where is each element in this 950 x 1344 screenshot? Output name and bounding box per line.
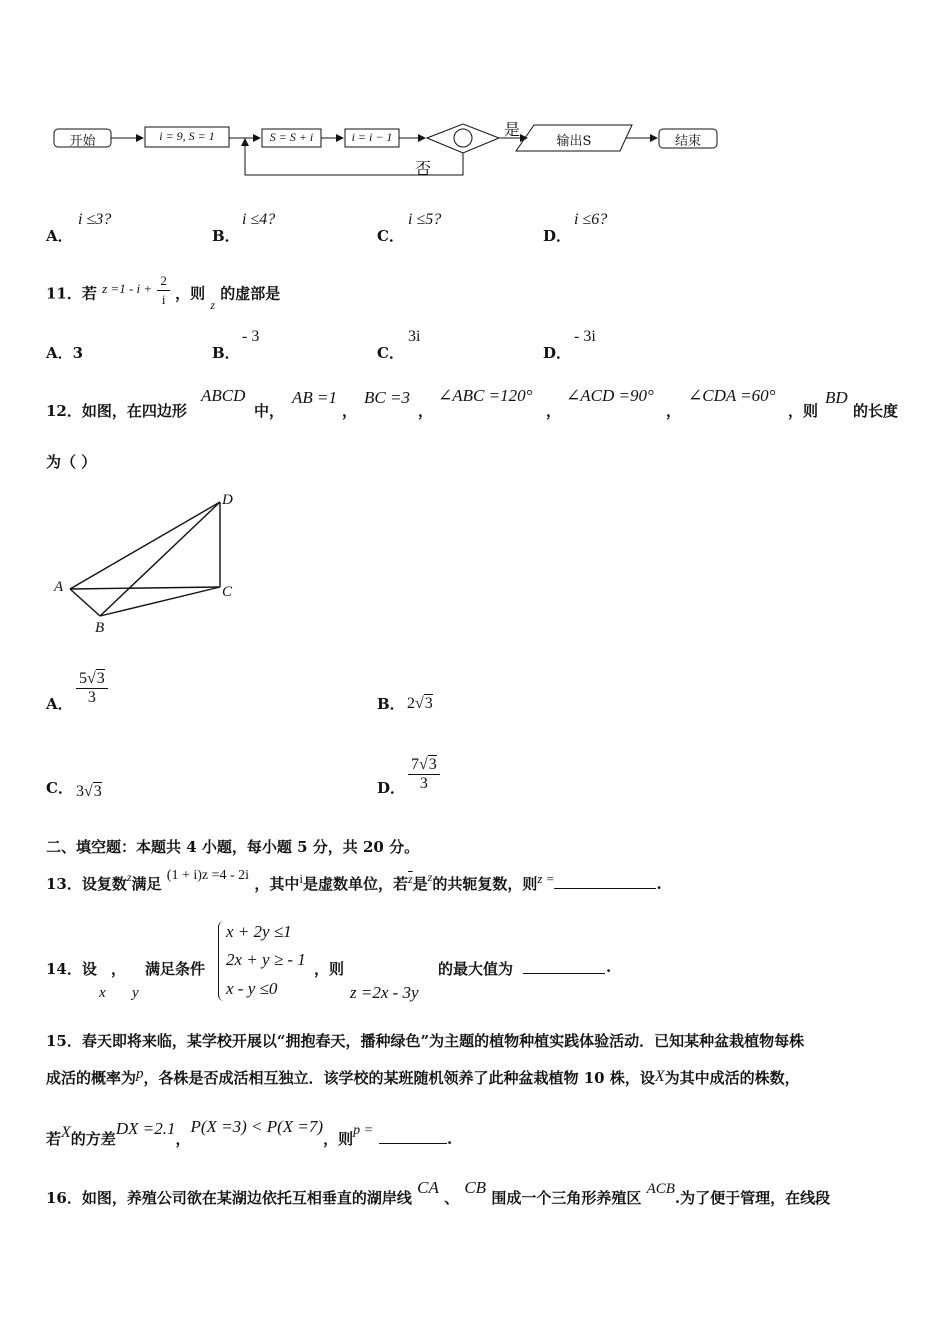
q12-number: 12．如图，在四边形 <box>46 402 187 420</box>
flow-init-text: i = 9, S = 1 <box>159 129 215 143</box>
q13-eq: (1 + i)z =4 - 2i <box>166 868 250 883</box>
flowchart <box>0 0 950 200</box>
q13-z: z <box>126 870 132 884</box>
q15-line3a: 若 <box>46 1130 62 1148</box>
q13-i: i <box>299 871 303 886</box>
q16-dun: 、 <box>444 1189 460 1207</box>
q16-cb: CB <box>464 1178 487 1197</box>
q11-frac-den: i <box>161 292 166 307</box>
q12-bd: BD <box>825 388 848 407</box>
fig-edge-ab <box>70 589 100 616</box>
q14-answer-blank[interactable] <box>523 959 605 974</box>
fig-label-d: D <box>222 492 233 508</box>
q11-option-c-value: 3i <box>408 328 421 345</box>
q12-d-rad: 3 <box>428 756 437 773</box>
flow-start-text: 开始 <box>69 134 96 149</box>
q11-fraction <box>157 272 170 309</box>
q11-option-d-value: - 3i <box>574 328 596 345</box>
q11-option-b-label: B． <box>212 344 240 362</box>
q14-x: x <box>99 985 106 1001</box>
q12-sep-1: ， <box>342 402 358 420</box>
q12-d-coef: 7 <box>411 756 419 773</box>
q11-option-a-label: A．3 <box>46 344 84 362</box>
q12-sep-4: ， <box>666 402 682 420</box>
q15-sep: ， <box>175 1130 191 1148</box>
q11-then: ，则 <box>175 284 206 303</box>
q14-cond-1: x + 2y ≤1 <box>226 922 292 941</box>
q15-p: p <box>136 1066 144 1082</box>
q13-z2: z <box>427 870 433 884</box>
q14-brace <box>218 921 225 1001</box>
q10-option-a-value: i ≤3? <box>78 211 112 228</box>
q15-end: . <box>447 1130 453 1148</box>
q13-zbar2: z = <box>537 871 555 886</box>
q15-peq: p = <box>353 1123 374 1138</box>
q12-option-c-label: C． <box>46 779 73 797</box>
q16-line1 <box>46 1178 831 1208</box>
q11-var: z <box>210 297 216 312</box>
q11-tail: 的虚部是 <box>220 284 281 303</box>
flow-step2-text: i = i − 1 <box>351 130 393 144</box>
flow-yes-label: 是 <box>504 120 521 139</box>
q10-option-c-value: i ≤5? <box>408 211 442 228</box>
q15-X: X <box>654 1068 665 1085</box>
q12-sep-2: ， <box>418 402 434 420</box>
q10-option-c-label: C． <box>377 227 404 245</box>
q16-line1a: 16．如图，养殖公司欲在某湖边依托互相垂直的湖岸线 <box>46 1189 412 1207</box>
q14-y: y <box>132 985 139 1001</box>
q12-c-coef: 3 <box>76 783 84 800</box>
q10-option-d-label: D． <box>543 227 572 245</box>
q12-tail: 的长度 <box>853 402 899 420</box>
fig-edge-ac <box>70 587 220 589</box>
q15-line1: 15．春天即将来临，某学校开展以“拥抱春天，播种绿色”为主题的植物种植实践体验活动．已知某种盆栽植物每株 <box>46 1032 805 1050</box>
q12-option-d-value: $\frac{7√3}{3}$ <box>408 756 440 793</box>
q13-stem <box>46 868 662 894</box>
q12-quad: ABCD <box>201 386 246 405</box>
q15-line2b: ，各株是否成活相互独立．该学校的某班随机领养了此种盆栽植物 10 株，设 <box>143 1069 655 1087</box>
q14-sep: ， <box>111 960 127 978</box>
q13-answer-blank[interactable] <box>554 874 656 889</box>
q12-cond-ab: AB =1 <box>292 388 337 407</box>
fig-edge-bd <box>100 502 220 616</box>
q13-number: 13．设复数 <box>46 875 127 893</box>
q10-option-d-value: i ≤6? <box>574 211 608 228</box>
q11-stem <box>46 273 281 313</box>
fig-label-b: B <box>95 620 105 636</box>
q15-line2c: 为其中成活的株数， <box>664 1069 800 1087</box>
section2-heading: 二、填空题：本题共 4 小题，每小题 5 分，共 20 分。 <box>46 838 420 856</box>
q14-then: ，则 <box>314 960 345 978</box>
q10-option-b-value: i ≤4? <box>242 211 276 228</box>
fig-edge-bc <box>100 587 220 616</box>
q12-option-a-label: A． <box>46 695 73 713</box>
q12-a-den: 3 <box>87 689 96 706</box>
q12-then: ，则 <box>788 402 819 420</box>
q13-zbar: z <box>407 872 413 886</box>
q12-mid: 中， <box>254 402 285 420</box>
q13-end: . <box>656 875 662 893</box>
q13-conj: 的共轭复数，则 <box>432 875 538 893</box>
q12-option-a-value: $\frac{5√3}{3}$ <box>76 670 108 707</box>
fig-label-c: C <box>222 584 233 600</box>
q13-where: ，其中 <box>254 875 300 893</box>
q11-frac-num: 2 <box>157 272 170 291</box>
q12-b-coef: 2 <box>407 695 415 712</box>
q15-X2: X <box>61 1124 71 1141</box>
q14-tail: 的最大值为 <box>438 960 514 978</box>
q14-expr: z =2x - 3y <box>350 983 419 1002</box>
q12-sep-3: ， <box>546 402 562 420</box>
q12-cond-abc: ∠ABC =120° <box>438 386 533 405</box>
q13-unit: 是虚数单位，若 <box>302 875 408 893</box>
flow-condition-text <box>454 129 472 144</box>
q12-a-coef: 5 <box>79 670 87 687</box>
fig-label-a: A <box>54 579 64 595</box>
q11-option-c-label: C． <box>377 344 404 362</box>
q15-line3b: 的方差 <box>70 1130 116 1148</box>
q15-prob: P(X =3) < P(X =7) <box>190 1117 324 1136</box>
q12-cond-acd: ∠ACD =90° <box>566 386 654 405</box>
q12-option-b-value: 2√3 <box>407 695 433 712</box>
q12-option-c-value: 3√3 <box>76 783 102 800</box>
q16-line1c: .为了便于管理，在线段 <box>674 1189 831 1207</box>
q12-cond-bc: BC =3 <box>364 388 410 407</box>
q13-satisfy: 满足 <box>131 875 162 893</box>
q12-option-d-label: D． <box>377 779 406 797</box>
q10-option-a-label: A． <box>46 227 73 245</box>
flow-no-label: 否 <box>415 159 432 178</box>
q12-cond-cda: ∠CDA =60° <box>688 386 776 405</box>
fig-edge-ad <box>70 502 220 589</box>
flow-end-text: 结束 <box>674 134 701 149</box>
q12-a-rad: 3 <box>96 670 105 687</box>
q11-option-d-label: D． <box>543 344 572 362</box>
q12-c-rad: 3 <box>93 783 102 800</box>
q14-cond-2: 2x + y ≥ - 1 <box>226 950 306 969</box>
q15-line2 <box>46 1067 800 1088</box>
q15-dx: DX =2.1 <box>115 1119 176 1138</box>
q11-expr: z =1 - i + <box>102 280 153 296</box>
q16-line1b: 围成一个三角形养殖区 <box>491 1189 642 1207</box>
q16-acb: ACB <box>646 1181 675 1197</box>
q16-ca: CA <box>417 1178 439 1197</box>
q15-line2a: 成活的概率为 <box>46 1069 137 1087</box>
flow-step1-text: S = S + i <box>269 130 314 144</box>
q15-then: ，则 <box>323 1130 354 1148</box>
q14-cond-3: x - y ≤0 <box>226 979 278 998</box>
q12-figure <box>40 485 260 645</box>
q12-line2: 为（ ） <box>46 453 97 471</box>
q15-line3 <box>46 1117 453 1149</box>
q15-answer-blank[interactable] <box>379 1129 447 1144</box>
q13-is: 是 <box>412 875 428 893</box>
q10-option-b-label: B． <box>212 227 240 245</box>
q14-end: . <box>606 958 612 976</box>
q11-option-b-value: - 3 <box>242 328 260 345</box>
q12-b-rad: 3 <box>424 695 433 712</box>
q12-option-b-label: B． <box>377 695 405 713</box>
q11-number: 11．若 <box>46 284 97 303</box>
q14-number: 14．设 <box>46 960 97 978</box>
flow-output-text: 输出S <box>556 134 592 149</box>
q12-d-den: 3 <box>419 775 428 792</box>
q14-satisfy: 满足条件 <box>145 960 206 978</box>
